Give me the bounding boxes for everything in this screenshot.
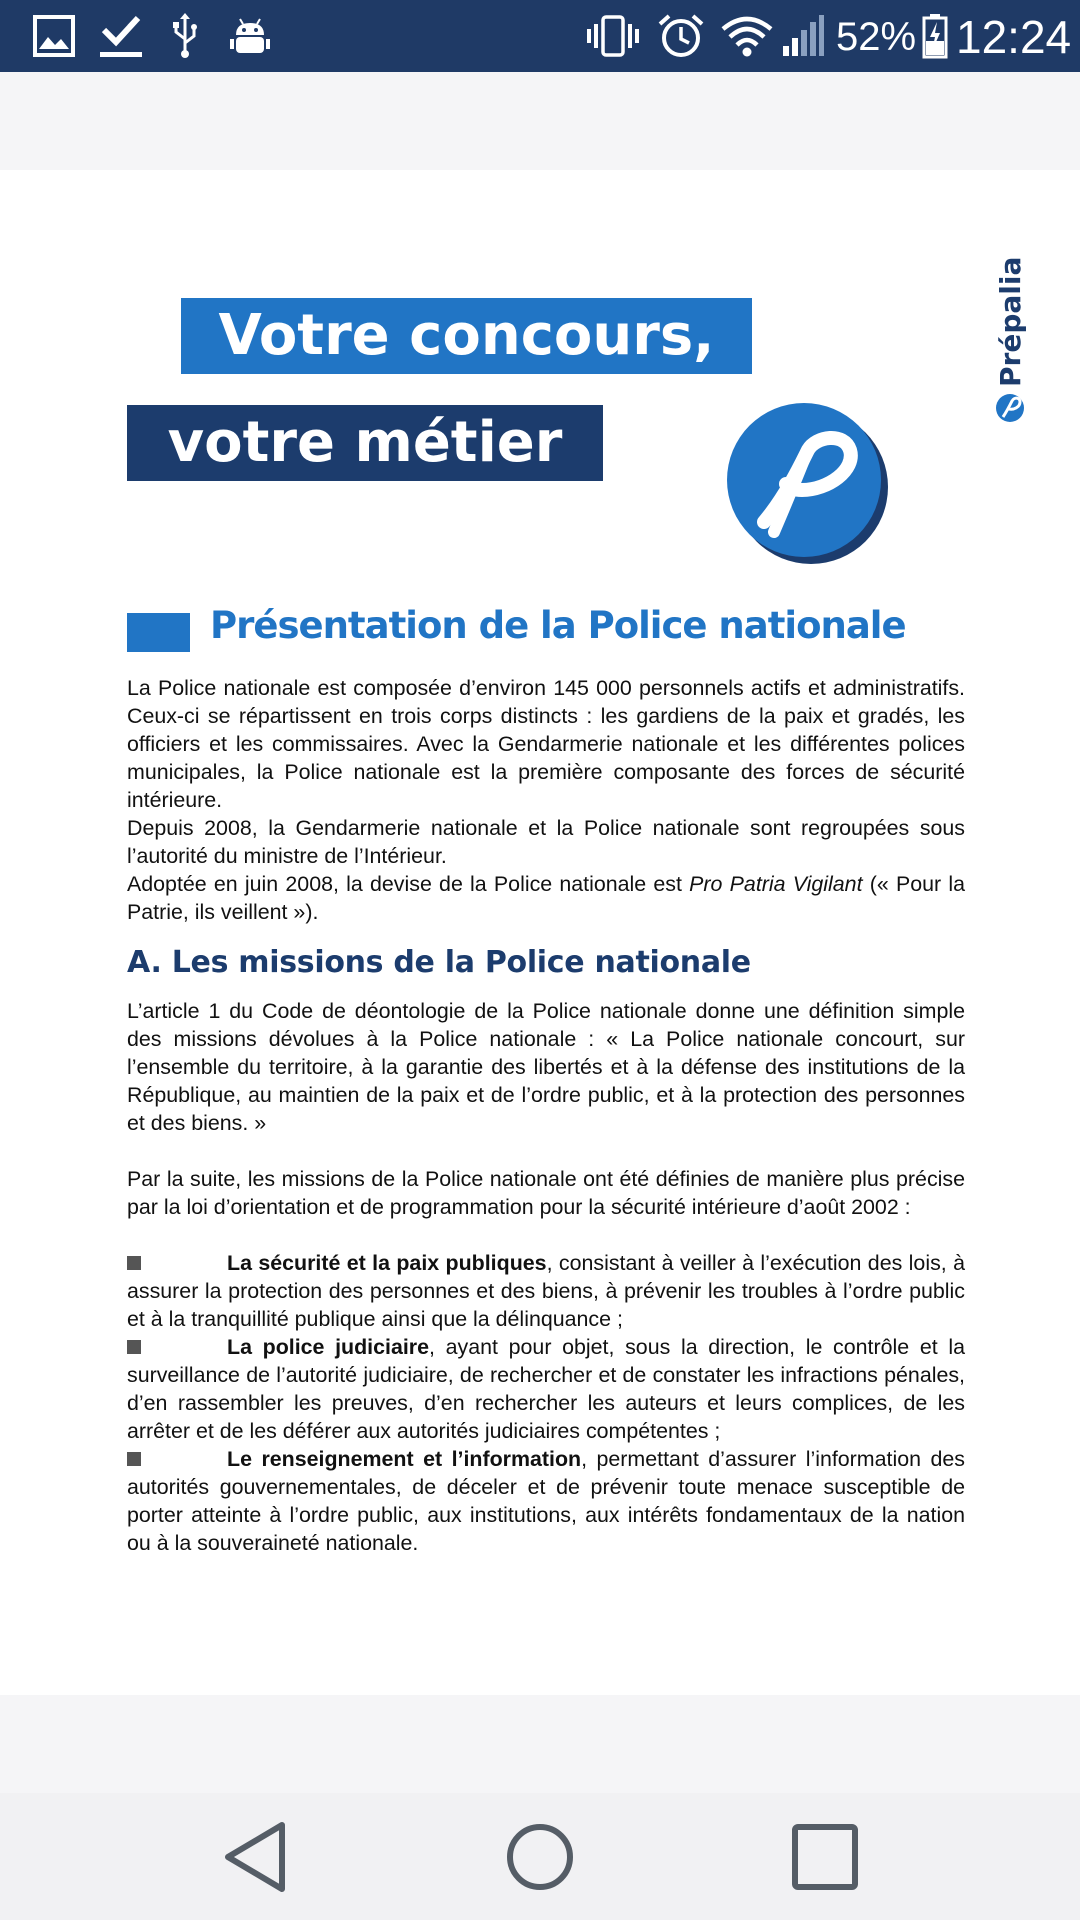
intro-paragraph-1: La Police nationale est composée d’environ 145 000 personnels actifs et administratifs. Ceux-ci se répartissent en trois corps distincts : les gardiens de la paix et gradés, les officiers et les commissaires. Avec la Gendarmerie nationale et les différentes polices municipales, la Police nationale est la première composante des forces de sécurité intérieure. bbox=[127, 676, 965, 812]
document-page[interactable] bbox=[0, 170, 1080, 1695]
home-button[interactable] bbox=[480, 1807, 600, 1907]
back-icon bbox=[220, 1820, 290, 1894]
signal-icon bbox=[780, 0, 826, 72]
navigation-bar bbox=[0, 1793, 1080, 1920]
bullet-square-icon bbox=[127, 1340, 141, 1354]
section-marker bbox=[127, 613, 190, 652]
side-brand bbox=[990, 225, 1030, 545]
list-item bbox=[127, 1445, 965, 1557]
usb-icon bbox=[168, 0, 202, 72]
missions-list bbox=[127, 1249, 965, 1557]
recents-button[interactable] bbox=[765, 1807, 885, 1907]
list-item bbox=[127, 1333, 965, 1445]
motto-translation: (« Pour la Patrie, ils veillent »). bbox=[127, 872, 965, 924]
svg-text:Prépalia: Prépalia bbox=[994, 256, 1027, 387]
battery-charging-icon bbox=[920, 0, 950, 72]
gallery-icon bbox=[32, 0, 76, 72]
intro-paragraph-2: Depuis 2008, la Gendarmerie nationale et la Police nationale sont regroupées sous l’autorité du ministre de l’Intérieur. bbox=[127, 816, 965, 868]
header-banner-line1: Votre concours, bbox=[181, 298, 752, 374]
missions-text bbox=[127, 997, 965, 1557]
header-banner-line2: votre métier bbox=[127, 405, 603, 481]
bullet-square-icon bbox=[127, 1452, 141, 1466]
motto-lead: Adoptée en juin 2008, la devise de la Police nationale est bbox=[127, 872, 690, 896]
download-done-icon bbox=[96, 0, 146, 72]
bullet-square-icon bbox=[127, 1256, 141, 1270]
intro-text bbox=[127, 674, 965, 926]
list-item-text: , consistant à veiller à l’exécution des lois, à assurer la protection des personnes et des biens, à prévenir les troubles à l’ordre public et à la tranquillité publique ainsi que la délinquance ; bbox=[127, 1251, 965, 1331]
subsection-title: A. Les missions de la Police nationale bbox=[127, 945, 751, 980]
home-icon bbox=[504, 1821, 576, 1893]
section-title: Présentation de la Police nationale bbox=[210, 604, 906, 647]
missions-paragraph-2: Par la suite, les missions de la Police nationale ont été définies de manière plus précise par la loi d’orientation et de programmation pour la sécurité intérieure d’août 2002 : bbox=[127, 1167, 965, 1219]
list-item-title: La police judiciaire bbox=[227, 1335, 430, 1359]
battery-percent: 52% bbox=[836, 15, 917, 59]
android-debug-icon bbox=[228, 0, 272, 72]
status-bar bbox=[0, 0, 1080, 72]
recents-icon bbox=[790, 1822, 860, 1892]
motto: Pro Patria Vigilant bbox=[689, 872, 863, 896]
list-item-title: Le renseignement et l’information bbox=[227, 1447, 582, 1471]
vibrate-icon bbox=[585, 0, 641, 72]
wifi-icon bbox=[720, 0, 774, 72]
clock: 12:24 bbox=[956, 11, 1072, 63]
prepalia-logo-icon bbox=[724, 400, 890, 566]
alarm-icon bbox=[656, 0, 706, 72]
list-item bbox=[127, 1249, 965, 1333]
list-item-text: , ayant pour objet, sous la direction, le contrôle et la surveillance de l’autorité judiciaire, de rechercher et de constater les infractions pénales, d’en rassembler les preuves, d’en rechercher les auteurs et leurs complices, de les arrêter et de les déférer aux autorités judiciaires compétentes ; bbox=[127, 1335, 965, 1443]
list-item-text: , permettant d’assurer l’information des autorités gouvernementales, de déceler et de prévenir toute menace susceptible de porter atteinte à l’ordre public, aux institutions, aux intérêts fondamentaux de la nation ou à la souveraineté nationale. bbox=[127, 1447, 965, 1555]
list-item-title: La sécurité et la paix publiques bbox=[227, 1251, 547, 1275]
back-button[interactable] bbox=[195, 1807, 315, 1907]
intro-paragraph-3 bbox=[127, 870, 965, 926]
missions-paragraph-1: L’article 1 du Code de déontologie de la Police nationale donne une définition simple des missions dévolues à la Police nationale : « La Police nationale concourt, sur l’ensemble du territoire, à la garantie des libertés et à la défense des institutions de la République, au maintien de la paix et de l’ordre public, et à la protection des personnes et des biens. » bbox=[127, 999, 965, 1135]
